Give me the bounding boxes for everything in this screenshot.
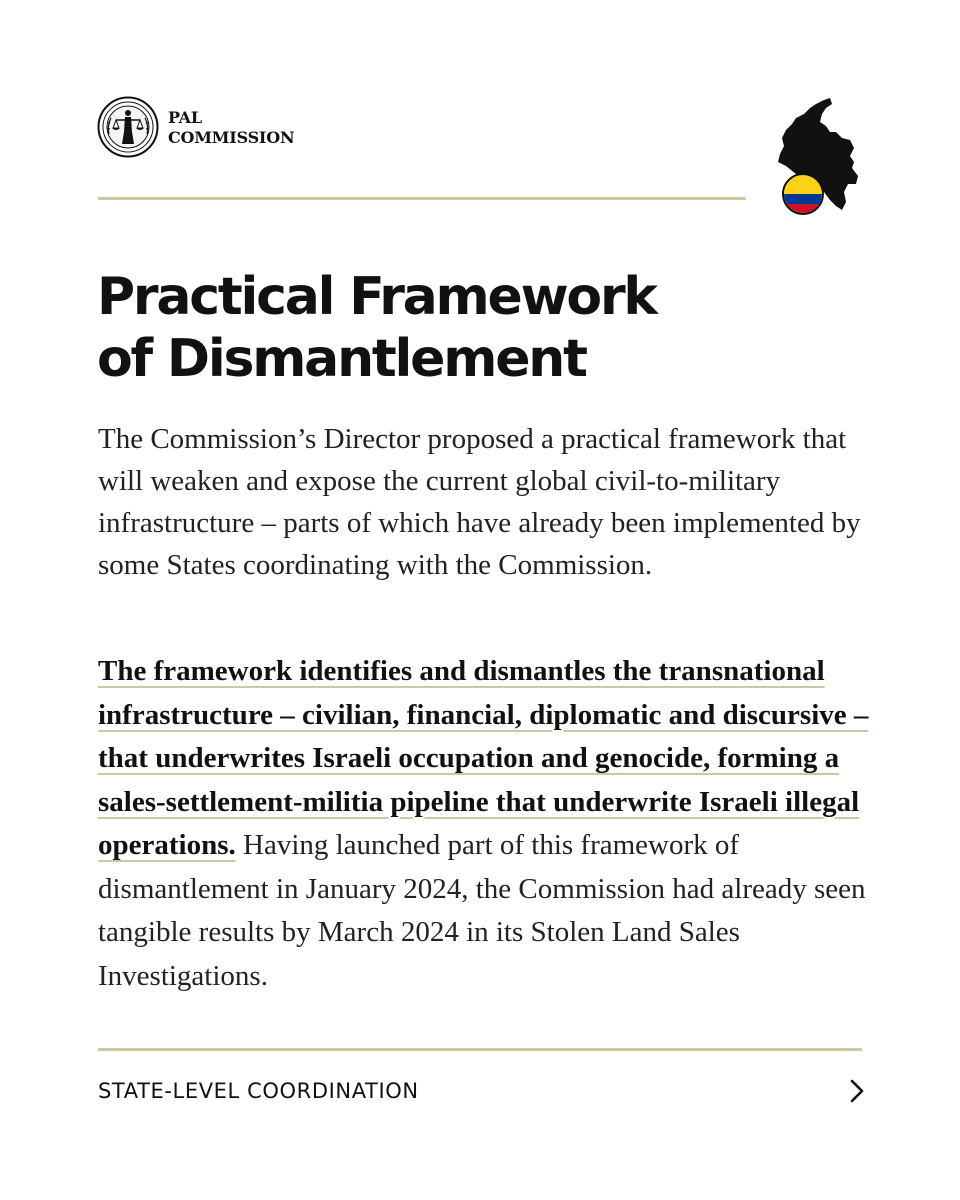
flag-blue-band <box>784 194 822 204</box>
framework-paragraph <box>98 650 878 998</box>
flag-yellow-band <box>784 175 822 194</box>
bottom-divider-line <box>98 1048 862 1051</box>
colombia-flag-icon <box>782 173 824 215</box>
highlighted-statement: The framework identifies and dismantles the transnational infrastructure – civilian, financial, diplomatic and discursive – that underwrites Israeli occupation and genocide, forming a sales-settlement-militia pipeline that underwrite Israeli illegal operations. <box>98 655 869 861</box>
bottom-divider <box>98 1048 862 1051</box>
brand-line-2: COMMISSION <box>168 128 295 147</box>
brand-line-1: PAL <box>168 108 202 127</box>
top-divider <box>98 197 746 200</box>
top-divider-line <box>98 197 746 200</box>
intro-paragraph: The Commission’s Director proposed a practical framework that will weaken and expose the current global civil-to-military infrastructure – parts of which have already been implemented by some States coordinating with the Commission. <box>98 423 861 581</box>
section-label: STATE-LEVEL COORDINATION <box>98 1079 419 1103</box>
title-line-2: of Dismantlement <box>97 329 586 389</box>
justice-scales-seal-icon <box>97 96 159 158</box>
chevron-right-icon[interactable] <box>843 1076 871 1106</box>
framework-paragraph-rest: Having launched part of this framework of dismantlement in January 2024, the Commission had already seen tangible results by March 2024 in its Stolen Land Sales Investigations. <box>98 829 866 992</box>
title-line-1: Practical Framework <box>97 267 656 327</box>
brand-name <box>168 108 294 148</box>
page-title <box>97 266 857 390</box>
